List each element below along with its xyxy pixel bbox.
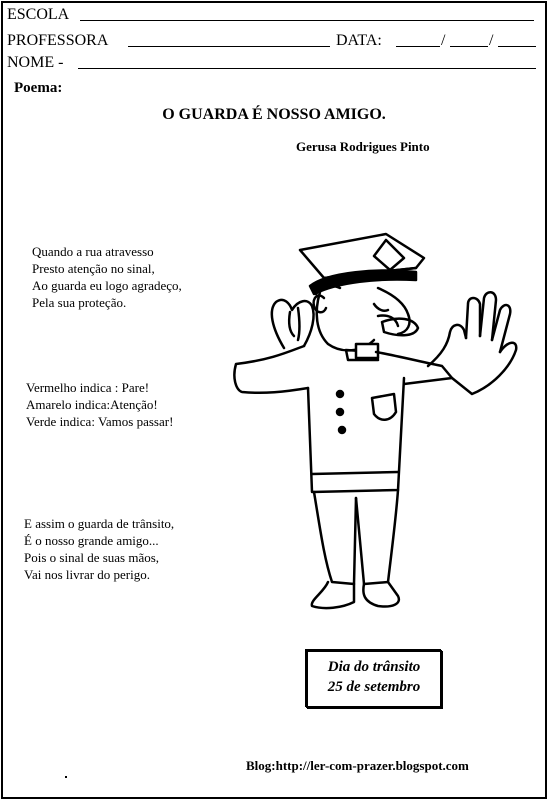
- stanza-3: [24, 515, 174, 583]
- badge-line-1: Dia do trânsito: [327, 659, 421, 675]
- blog-footer: Blog:http://ler-com-prazer.blogspot.com: [246, 758, 469, 773]
- stanza-line: Ao guarda eu logo agradeço,: [32, 278, 182, 293]
- nome-label: NOME -: [7, 54, 64, 71]
- date-year-line[interactable]: [498, 46, 536, 47]
- escola-field-line[interactable]: [80, 20, 534, 21]
- nome-field-line[interactable]: [78, 68, 536, 69]
- badge-line-2: 25 de setembro: [327, 679, 421, 695]
- transit-day-badge: [306, 650, 442, 708]
- date-day-line[interactable]: [396, 46, 440, 47]
- stanza-line: Pois o sinal de suas mãos,: [24, 550, 160, 565]
- poem-title: O GUARDA É NOSSO AMIGO.: [162, 106, 386, 123]
- data-label: DATA:: [336, 32, 382, 49]
- poem-label: Poema:: [14, 80, 63, 96]
- stray-dot: [65, 776, 67, 778]
- stanza-2: [26, 379, 173, 430]
- professora-label: PROFESSORA: [7, 32, 109, 49]
- stanza-line: É o nosso grande amigo...: [24, 533, 159, 548]
- stanza-line: Vermelho indica : Pare!: [26, 380, 150, 395]
- stanza-line: Verde indica: Vamos passar!: [26, 414, 174, 429]
- date-slash-2: /: [489, 32, 494, 49]
- stanza-line: Quando a rua atravesso: [32, 244, 154, 259]
- date-month-line[interactable]: [450, 46, 488, 47]
- date-slash-1: /: [441, 32, 446, 49]
- stanza-line: Vai nos livrar do perigo.: [24, 567, 151, 582]
- stanza-line: Pela sua proteção.: [32, 295, 127, 310]
- stanza-line: Presto atenção no sinal,: [32, 261, 155, 276]
- poem-author: Gerusa Rodrigues Pinto: [296, 139, 430, 154]
- stanza-line: Amarelo indica:Atenção!: [26, 397, 158, 412]
- professora-field-line[interactable]: [128, 46, 330, 47]
- stanza-line: E assim o guarda de trânsito,: [24, 516, 175, 531]
- escola-label: ESCOLA: [7, 6, 70, 23]
- stanza-1: [32, 243, 182, 311]
- traffic-guard-illustration: [228, 228, 528, 618]
